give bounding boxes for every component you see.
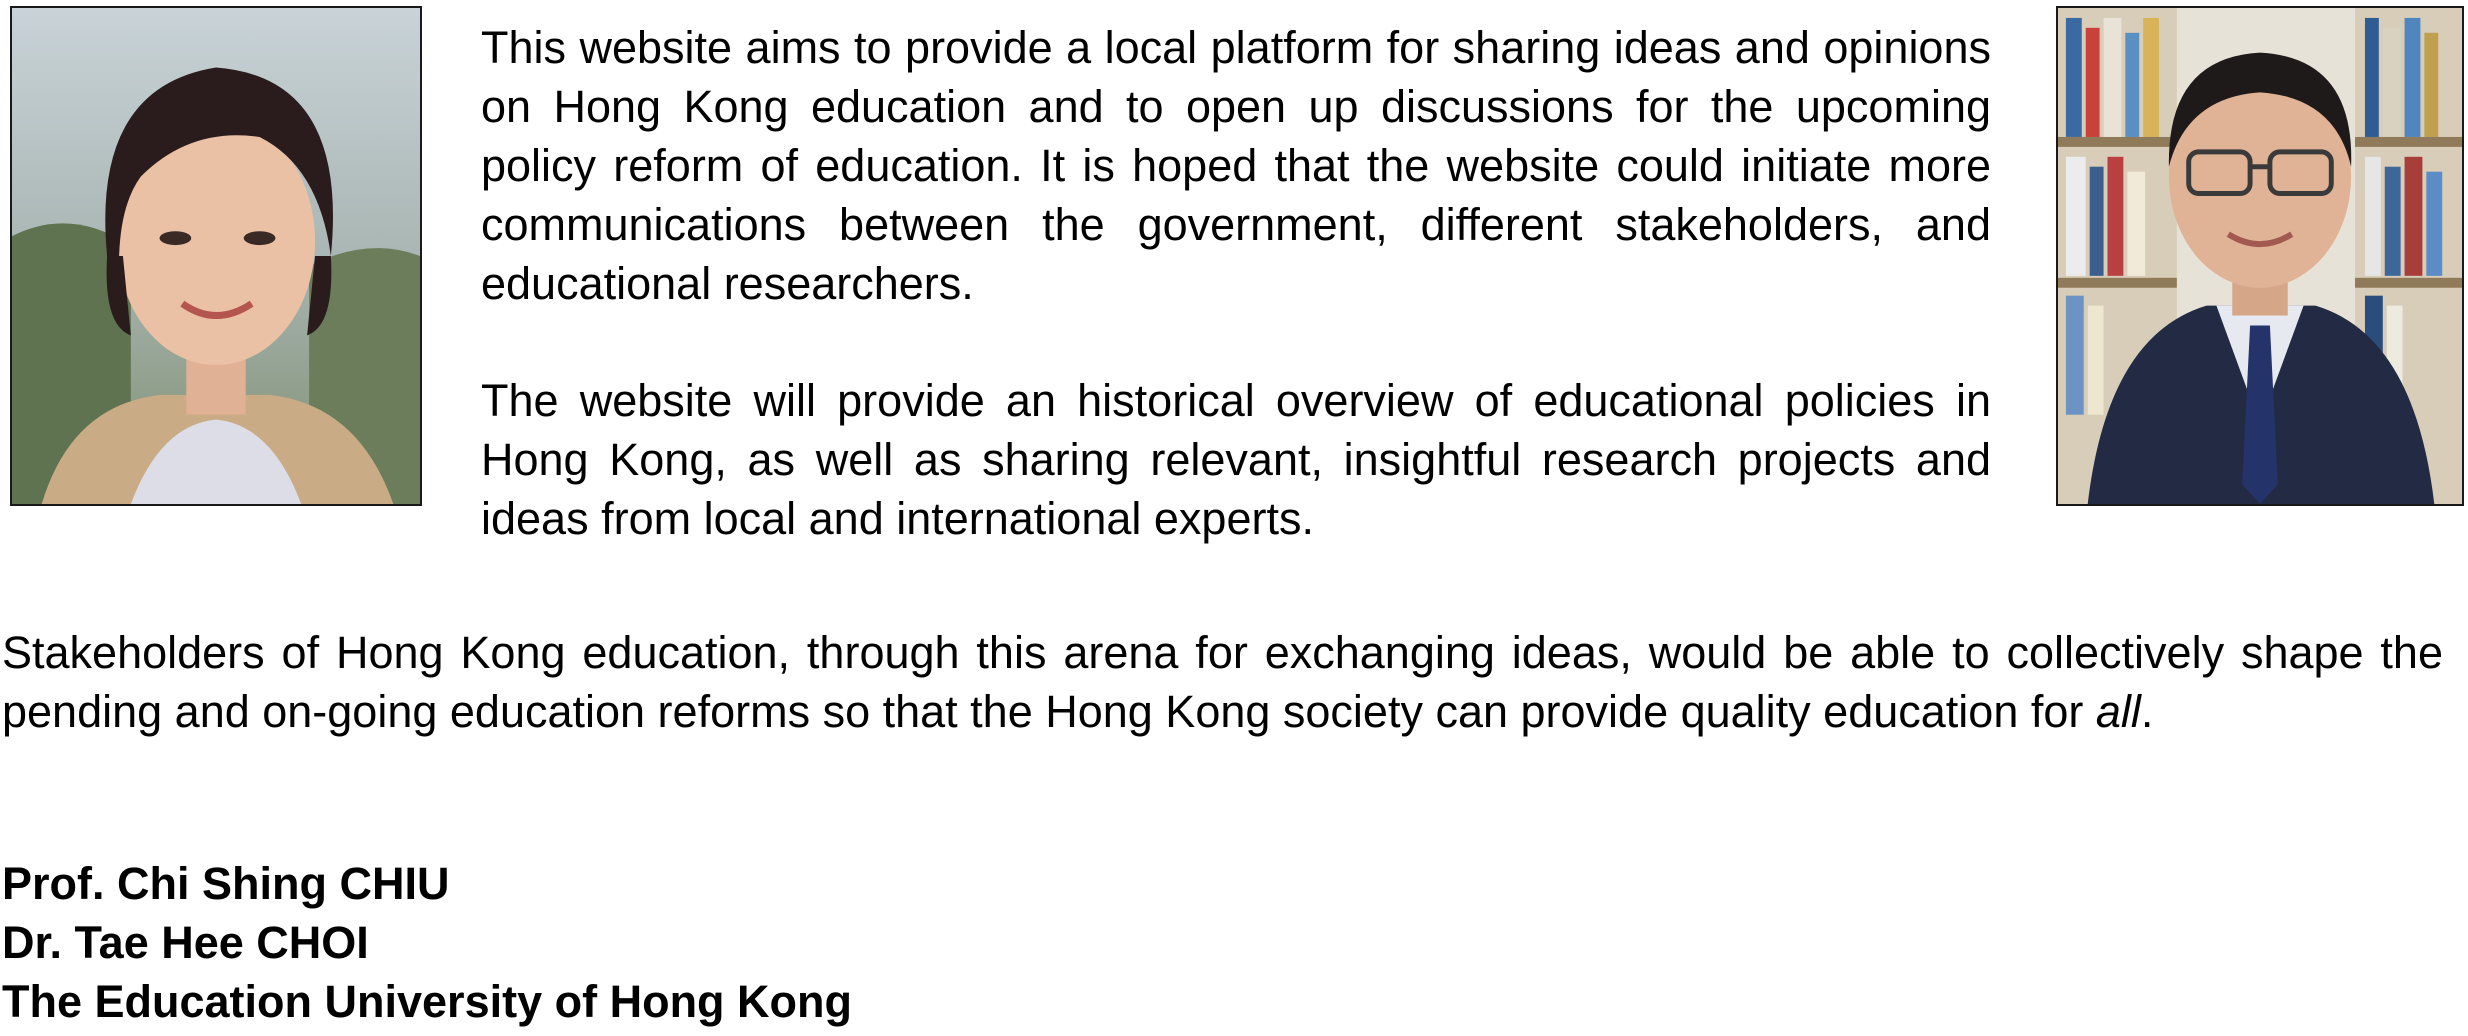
- woman-portrait-photo: [10, 6, 422, 506]
- signature-name-2: Dr. Tae Hee CHOI: [2, 917, 369, 968]
- signature-institution: The Education University of Hong Kong: [2, 976, 853, 1027]
- intro-paragraph-3: [2, 623, 2443, 741]
- man-portrait-photo: [2056, 6, 2464, 506]
- intro-paragraph-3-text: Stakeholders of Hong Kong education, through this arena for exchanging ideas, would be able to collectively shape the pending and on-going education reforms so that the Hong Kong society can provide quality education for: [2, 627, 2443, 737]
- intro-paragraph-3-emphasis: all: [2095, 686, 2141, 737]
- man-portrait-icon: [2058, 8, 2462, 504]
- intro-paragraph-1: This website aims to provide a local platform for sharing ideas and opinions on Hong Kong education and to open up discussions for the upcoming policy reform of education. It is hoped that the website could initiate more communications between the government, different stakeholders, and educational researchers.: [481, 22, 1991, 309]
- signature-block: [2, 854, 852, 1031]
- intro-paragraph-2: The website will provide an historical overview of educational policies in Hong Kong, as well as sharing relevant, insightful research projects and ideas from local and international experts.: [481, 375, 1991, 544]
- intro-paragraph-3-end: .: [2140, 686, 2154, 737]
- signature-name-1: Prof. Chi Shing CHIU: [2, 858, 450, 909]
- woman-portrait-icon: [12, 8, 420, 504]
